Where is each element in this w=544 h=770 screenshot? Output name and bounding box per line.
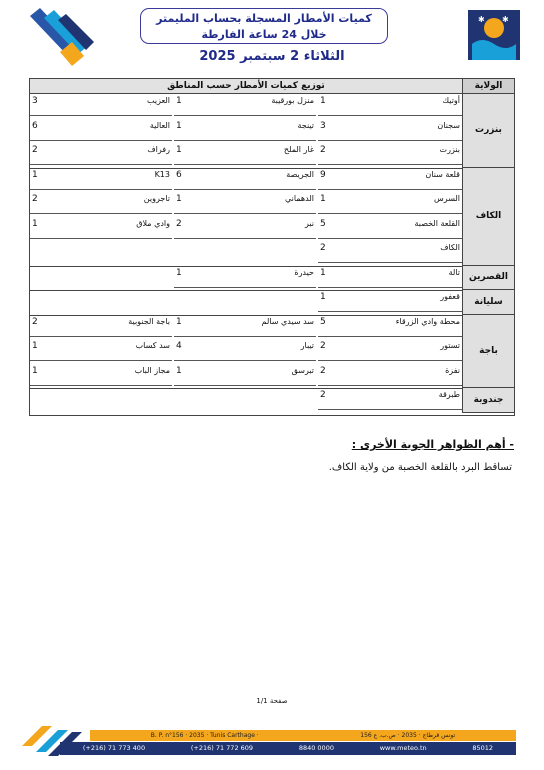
rainfall-value: 1 — [176, 267, 182, 278]
cell-underline — [30, 164, 172, 165]
rainfall-value: 2 — [320, 390, 326, 400]
station-cell — [30, 119, 172, 143]
cell-underline — [318, 311, 462, 312]
distribution-column-header: توزيع كميات الأمطار حسب المناطق — [30, 79, 462, 94]
station-cell — [30, 388, 172, 412]
cell-underline — [174, 189, 316, 190]
cell-underline — [174, 385, 316, 386]
station-cell — [30, 315, 172, 339]
page-number: صفحة 1/1 — [256, 697, 288, 705]
rainfall-value: 1 — [176, 316, 182, 327]
station-name: سجنان — [437, 120, 460, 130]
station-name: نفزة — [445, 365, 460, 375]
cell-underline — [174, 140, 316, 141]
rainfall-value: 3 — [320, 120, 326, 131]
station-cell — [30, 143, 172, 167]
cell-underline — [174, 238, 316, 239]
station-name: قلعة سنان — [425, 169, 460, 179]
other-phenomena-title: - أهم الظواهر الجوية الأخرى : — [351, 438, 514, 451]
station-cell — [174, 290, 316, 314]
station-name: تبرسق — [291, 365, 314, 375]
station-cell — [318, 241, 462, 265]
svg-text:✱: ✱ — [478, 15, 485, 24]
footer-bar — [50, 730, 516, 758]
table-row — [30, 339, 462, 363]
station-name: سد سيدي سالم — [261, 316, 314, 326]
cell-underline — [174, 360, 316, 361]
cell-underline — [318, 189, 462, 190]
station-name: العالية — [149, 120, 170, 130]
station-name: قعفور — [440, 292, 460, 301]
rainfall-value: 1 — [176, 120, 182, 131]
footer-address-fr: B. P. n°156 · 2035 · Tunis Carthage · — [150, 732, 259, 739]
cell-underline — [318, 287, 462, 288]
station-cell — [318, 315, 462, 339]
station-cell — [174, 339, 316, 363]
rainfall-value: 5 — [320, 316, 326, 327]
station-cell — [174, 143, 316, 167]
footer-phone2: (+216) 71 772 609 — [190, 744, 254, 752]
station-name: باجة الجنوبية — [128, 316, 170, 326]
rainfall-value: 1 — [176, 96, 182, 106]
rainfall-value: 6 — [176, 169, 182, 180]
cell-underline — [318, 164, 462, 165]
station-cell — [30, 339, 172, 363]
cell-underline — [30, 189, 172, 190]
station-name: غار الملح — [283, 145, 314, 154]
station-name: طبرقة — [438, 390, 460, 399]
svg-text:✱: ✱ — [502, 15, 509, 24]
state-cell: جندوبة — [462, 388, 514, 413]
station-name: السرس — [434, 194, 460, 203]
station-name: العزيب — [146, 96, 170, 105]
report-date: الثلاثاء 2 سبتمبر 2025 — [199, 49, 345, 64]
rainfall-value: 2 — [32, 316, 38, 327]
station-name: أوتيك — [442, 96, 460, 105]
cell-underline — [30, 238, 172, 239]
station-cell — [174, 315, 316, 339]
cell-underline — [174, 213, 316, 214]
cell-underline — [174, 336, 316, 337]
cell-underline — [318, 336, 462, 337]
rainfall-value: 2 — [320, 145, 326, 155]
footer-contact-strip — [60, 742, 516, 755]
station-name: رفراف — [147, 145, 170, 154]
rainfall-value: 2 — [320, 243, 326, 253]
rainfall-value: 1 — [320, 267, 326, 278]
rainfall-value: 1 — [320, 96, 326, 106]
cell-underline — [318, 115, 462, 116]
table-row — [30, 217, 462, 241]
station-cell — [318, 119, 462, 143]
cell-underline — [318, 385, 462, 386]
station-cell — [318, 339, 462, 363]
rainfall-value: 2 — [320, 341, 326, 351]
state-cell: بنزرت — [462, 94, 514, 168]
footer-website: www.meteo.tn — [379, 744, 427, 752]
station-name: حيدرة — [294, 267, 314, 277]
station-cell — [30, 192, 172, 216]
station-cell — [318, 143, 462, 167]
table-row — [30, 388, 462, 412]
cell-underline — [318, 213, 462, 214]
station-cell — [174, 364, 316, 388]
state-cell: القصرين — [462, 266, 514, 291]
table-row — [30, 266, 462, 290]
cell-underline — [30, 213, 172, 214]
other-phenomena-text: تساقط البرد بالقلعة الخصبة من ولاية الكاف. — [328, 462, 512, 473]
table-row — [30, 94, 462, 118]
station-name: بنزرت — [439, 145, 460, 154]
station-cell — [174, 94, 316, 118]
cell-underline — [318, 409, 462, 410]
station-cell — [174, 119, 316, 143]
rainfall-value: 2 — [320, 365, 326, 376]
footer-phone3: 8840 0000 — [298, 744, 334, 752]
station-cell — [30, 266, 172, 290]
station-cell — [30, 241, 172, 265]
rainfall-value: 1 — [32, 169, 38, 180]
station-cell — [174, 388, 316, 412]
cell-underline — [318, 238, 462, 239]
station-name: تيبار — [300, 341, 314, 350]
station-cell — [174, 217, 316, 241]
cell-underline — [318, 360, 462, 361]
rainfall-value: 2 — [32, 145, 38, 155]
station-cell — [30, 217, 172, 241]
cell-underline — [30, 336, 172, 337]
station-cell — [318, 388, 462, 412]
station-name: تستور — [440, 341, 460, 350]
rainfall-table — [29, 78, 515, 416]
table-row — [30, 241, 462, 265]
station-name: محطة وادي الزرقاء — [395, 316, 460, 326]
footer-address-strip — [90, 730, 516, 741]
rainfall-value: 9 — [320, 169, 326, 180]
cell-underline — [30, 360, 172, 361]
station-cell — [318, 290, 462, 314]
rainfall-value: 1 — [176, 365, 182, 376]
station-cell — [30, 168, 172, 192]
cell-underline — [174, 164, 316, 165]
cell-underline — [318, 262, 462, 263]
station-cell — [318, 168, 462, 192]
station-cell — [30, 94, 172, 118]
cell-underline — [174, 115, 316, 116]
station-name: سد كساب — [135, 341, 170, 350]
rainfall-value: 3 — [32, 96, 38, 106]
station-cell — [318, 94, 462, 118]
rainfall-value: 2 — [32, 194, 38, 204]
table-row — [30, 290, 462, 314]
table-row — [30, 143, 462, 167]
station-cell — [318, 364, 462, 388]
rainfall-value: 1 — [32, 218, 38, 229]
station-cell — [318, 217, 462, 241]
state-cell: باجة — [462, 315, 514, 389]
title-line1: كميات الأمطار المسجلة بحساب المليمتر — [156, 12, 372, 25]
cell-underline — [174, 287, 316, 288]
rainfall-value: 1 — [32, 365, 38, 376]
rainfall-value: 1 — [32, 341, 38, 351]
station-cell — [318, 192, 462, 216]
rainfall-value: 6 — [32, 120, 38, 131]
title-box — [140, 8, 388, 44]
footer-code: 85012 — [472, 744, 494, 752]
station-name: مجاز الباب — [134, 365, 170, 375]
station-cell — [30, 290, 172, 314]
station-name: نبر — [304, 218, 314, 228]
station-name: تاجروين — [143, 194, 170, 203]
station-name: القلعة الخصبة — [414, 218, 460, 228]
rainfall-value: 5 — [320, 218, 326, 229]
title-line2: خلال 24 ساعة الفارطة — [201, 28, 327, 41]
station-name: الدهماني — [284, 194, 314, 203]
cell-underline — [318, 140, 462, 141]
table-row — [30, 364, 462, 388]
station-cell — [174, 241, 316, 265]
rainfall-value: 1 — [176, 194, 182, 204]
state-cell: سليانة — [462, 290, 514, 315]
table-row — [30, 119, 462, 143]
station-name: K13 — [154, 169, 170, 179]
station-cell — [318, 266, 462, 290]
station-cell — [174, 192, 316, 216]
station-cell — [30, 364, 172, 388]
state-cell: الكاف — [462, 168, 514, 266]
station-cell — [174, 266, 316, 290]
cell-underline — [30, 385, 172, 386]
rainfall-value: 4 — [176, 341, 182, 351]
cell-underline — [30, 140, 172, 141]
station-name: تينجة — [297, 120, 314, 130]
rainfall-value: 1 — [320, 194, 326, 204]
state-column-header: الولاية — [462, 79, 514, 94]
rainfall-value: 1 — [320, 292, 326, 302]
table-row — [30, 192, 462, 216]
footer-phone1: (+216) 71 773 400 — [82, 744, 146, 752]
station-name: منزل بورقيبة — [271, 96, 314, 105]
table-row — [30, 168, 462, 192]
cell-underline — [30, 115, 172, 116]
table-row — [30, 315, 462, 339]
rainfall-value: 1 — [176, 145, 182, 155]
rainfall-value: 2 — [176, 218, 182, 229]
station-name: الكاف — [440, 243, 460, 252]
station-name: الجريصة — [286, 169, 314, 179]
footer-address-ar: تونس قرطاج · 2035 · ص.ب. ع 156 — [360, 732, 456, 739]
station-cell — [174, 168, 316, 192]
station-name: تالة — [448, 267, 460, 277]
station-name: وادي ملاق — [136, 218, 170, 228]
